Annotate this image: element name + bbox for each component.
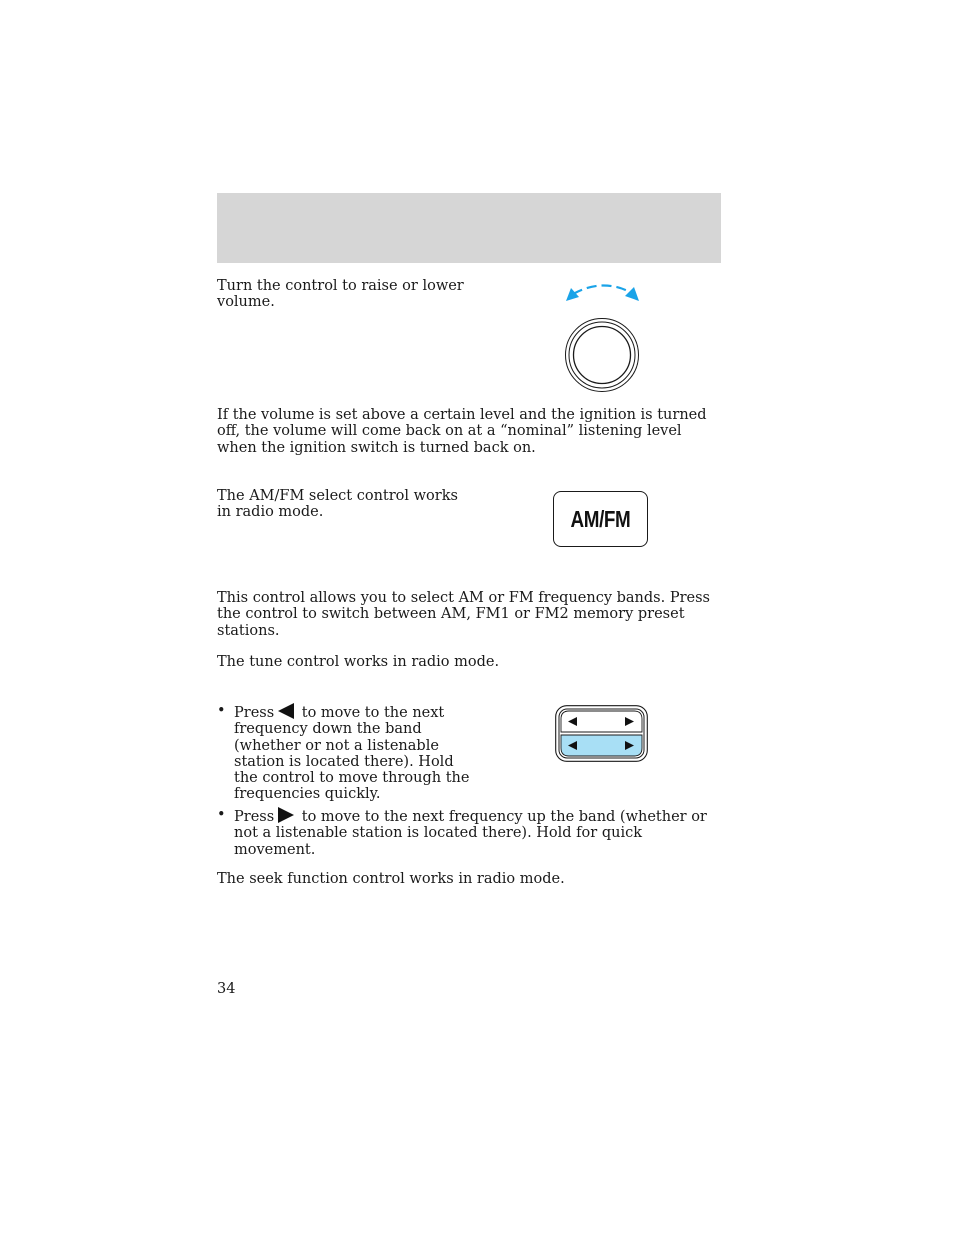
- amfm-instruction: The AM/FM select control works in radio mode.: [217, 488, 458, 521]
- volume-knob-icon: [566, 319, 639, 392]
- tune-up-arrow-icon: [277, 807, 295, 823]
- section-header-band: [217, 193, 721, 263]
- bullet-text-before: Press: [234, 705, 275, 721]
- volume-knob-figure: [560, 280, 648, 395]
- tune-control-figure: [555, 705, 648, 762]
- seek-intro: The seek function control works in radio mode.: [217, 871, 565, 887]
- volume-instruction: Turn the control to raise or lower volume.: [217, 278, 464, 311]
- tune-button[interactable]: [561, 735, 642, 756]
- seek-button[interactable]: [561, 711, 642, 732]
- bullet-dot: •: [217, 807, 226, 823]
- tune-down-arrow-icon: [277, 703, 295, 719]
- amfm-button[interactable]: [553, 491, 648, 547]
- bullet-dot: •: [217, 703, 226, 719]
- bullet-text-before: Press: [234, 809, 275, 825]
- volume-nominal-note: If the volume is set above a certain level and the ignition is turned off, the volume will come back on at a “nominal” listening level when the ignition switch is turned back on.: [217, 407, 707, 456]
- tune-intro: The tune control works in radio mode.: [217, 654, 500, 670]
- amfm-button-label: AM/FM: [570, 505, 631, 532]
- rotate-arrows-icon: [566, 285, 639, 301]
- page-number: 34: [217, 981, 236, 997]
- bullet-text-after: to move to the next frequency up the band (whether or not a listenable station is located there). Hold for quick movement.: [234, 809, 707, 858]
- amfm-description: This control allows you to select AM or FM frequency bands. Press the control to switch between AM, FM1 or FM2 memory preset stations.: [217, 590, 710, 639]
- bullet-text-after: to move to the next frequency down the band (whether or not a listenable station is located there). Hold the control to move through the frequencies quickly.: [234, 705, 470, 803]
